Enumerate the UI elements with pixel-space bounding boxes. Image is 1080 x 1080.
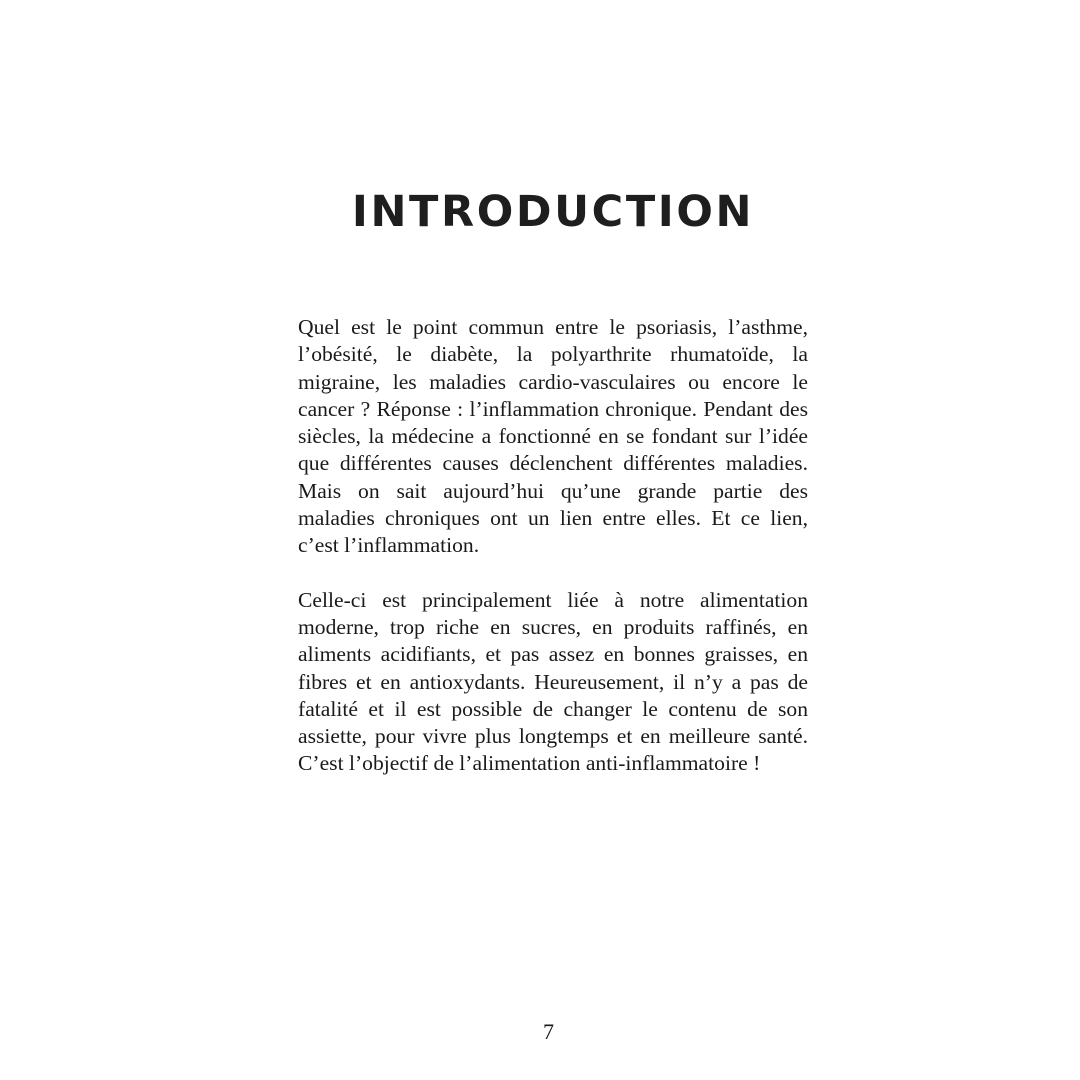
chapter-heading: INTRODUCTION	[351, 187, 755, 237]
body-text	[298, 314, 808, 805]
paragraph-1: Quel est le point commun entre le psoriasis, l’asthme, l’obésité, le diabète, la polyarthrite rhumatoïde, la migraine, les maladies cardio-vasculaires ou encore le cancer ? Réponse : l’inflammation chronique. Pendant des siècles, la médecine a fonctionné en se fondant sur l’idée que différentes causes déclenchent différentes maladies. Mais on sait aujourd’hui qu’une grande partie des maladies chroniques ont un lien entre elles. Et ce lien, c’est l’inflammation.	[298, 315, 808, 558]
paragraph-2: Celle-ci est principalement liée à notre alimentation moderne, trop riche en sucres, en produits raffinés, en aliments acidifiants, et pas assez en bonnes graisses, en fibres et en antioxydants. Heureusement, il n’y a pas de fatalité et il est possible de changer le contenu de son assiette, pour vivre plus longtemps et en meilleure santé. C’est l’objectif de l’alimentation anti-inflammatoire !	[298, 587, 808, 776]
page-number: 7	[543, 1019, 554, 1044]
